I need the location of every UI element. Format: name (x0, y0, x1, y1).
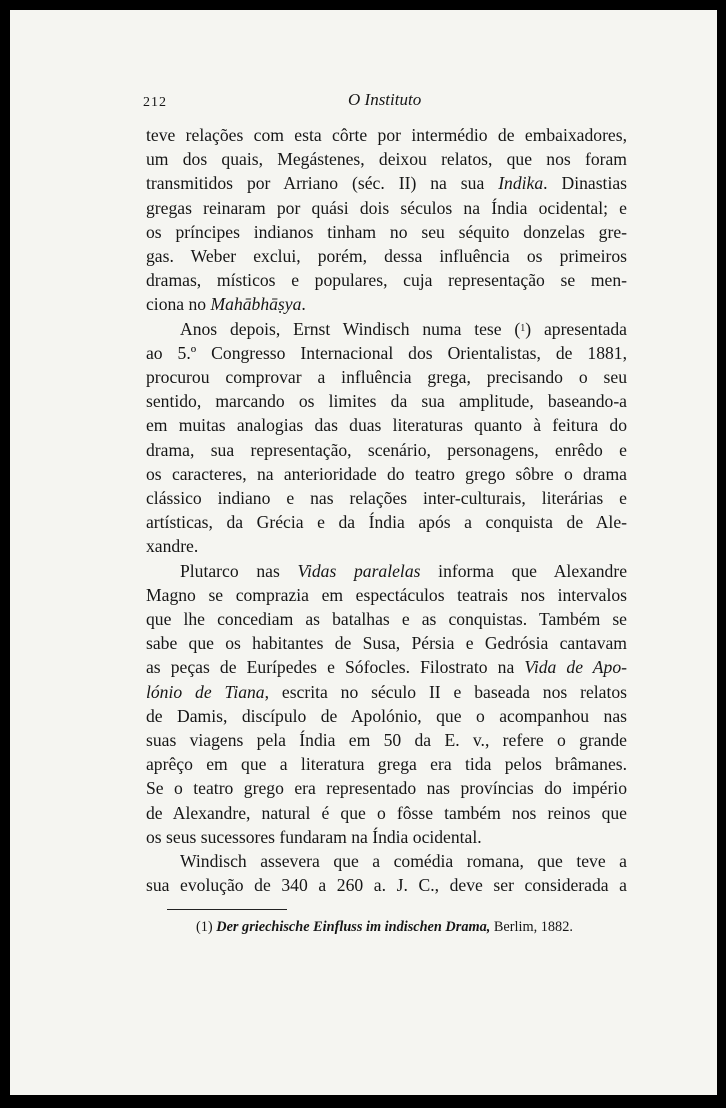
text-line: lónio de Tiana, escrita no século II e baseada nos relatos (146, 681, 627, 702)
text-line: os seus sucessores fundaram na Índia ocidental. (146, 826, 482, 847)
footnote (196, 918, 616, 936)
text-line: aprêço em que a literatura grega era tida pelos brâmanes. (146, 754, 627, 775)
text-line: em muitas analogias das duas literaturas quanto à feitura do (146, 415, 627, 436)
text-line: dramas, místicos e populares, cuja representação se men- (146, 270, 627, 291)
text-line: os caracteres, na anterioridade do teatro grego sôbre o drama (146, 463, 627, 484)
paragraph (146, 849, 627, 897)
book-page (10, 10, 717, 1095)
text-line: ao 5.º Congresso Internacional dos Orientalistas, de 1881, (146, 342, 627, 363)
text-line: de Damis, discípulo de Apolónio, que o acompanhou nas (146, 705, 627, 726)
paragraph (146, 317, 627, 559)
text-line: que lhe concediam as batalhas e as conquistas. Também se (146, 609, 627, 630)
text-line: sentido, marcando os limites da sua amplitude, baseando-a (146, 391, 627, 412)
text-line: gas. Weber exclui, porém, dessa influência os primeiros (146, 246, 627, 267)
text-line: os príncipes indianos tinham no seu séquito donzelas gre- (146, 221, 627, 242)
text-line: procurou comprovar a influência grega, precisando o seu (146, 367, 627, 388)
text-line: transmitidos por Arriano (séc. II) na sua Indika. Dinastias (146, 173, 627, 194)
footnote-marker: (1) (196, 919, 213, 935)
text-line: um dos quais, Megástenes, deixou relatos, que nos foram (146, 149, 627, 170)
running-title: O Instituto (348, 90, 422, 109)
text-line: Plutarco nas Vidas paralelas informa que Alexandre (180, 560, 627, 581)
text-line: sabe que os habitantes de Susa, Pérsia e Gedrósia cantavam (146, 633, 627, 654)
paragraph (146, 559, 627, 849)
text-line: teve relações com esta côrte por intermédio de embaixadores, (146, 125, 627, 145)
text-line: Windisch assevera que a comédia romana, que teve a (180, 851, 627, 872)
paragraph (146, 123, 627, 317)
text-line: sua evolução de 340 a 260 a. J. C., deve ser considerada a (146, 875, 627, 896)
page-header (143, 90, 663, 116)
footnote-rest: Berlim, 1882. (490, 919, 573, 935)
text-line: Anos depois, Ernst Windisch numa tese ($^1$) apresentada (180, 318, 627, 339)
text-line: de Alexandre, natural é que o fôsse também nos reinos que (146, 802, 627, 823)
text-line: artísticas, da Grécia e da Índia após a conquista de Ale- (146, 512, 627, 533)
text-line: ciona no Mahābhāṣya. (146, 294, 306, 315)
page-number: 212 (143, 95, 167, 110)
text-line: as peças de Eurípedes e Sófocles. Filostrato na Vida de Apo- (146, 657, 627, 678)
text-line: Magno se comprazia em espectáculos teatrais nos intervalos (146, 584, 627, 605)
footnote-ref: 1 (520, 322, 526, 334)
footnote-divider (167, 909, 287, 910)
text-line: xandre. (146, 536, 199, 557)
text-line: gregas reinaram por quási dois séculos na Índia ocidental; e (146, 197, 627, 218)
footnote-title: Der griechische Einfluss im indischen Drama, (216, 919, 491, 935)
text-line: clássico indiano e nas relações inter-culturais, literárias e (146, 488, 627, 509)
text-line: Se o teatro grego era representado nas províncias do império (146, 778, 627, 799)
text-line: suas viagens pela Índia em 50 da E. v., refere o grande (146, 730, 627, 751)
text-line: drama, sua representação, scenário, personagens, enrêdo e (146, 439, 627, 460)
body-text (146, 123, 627, 898)
